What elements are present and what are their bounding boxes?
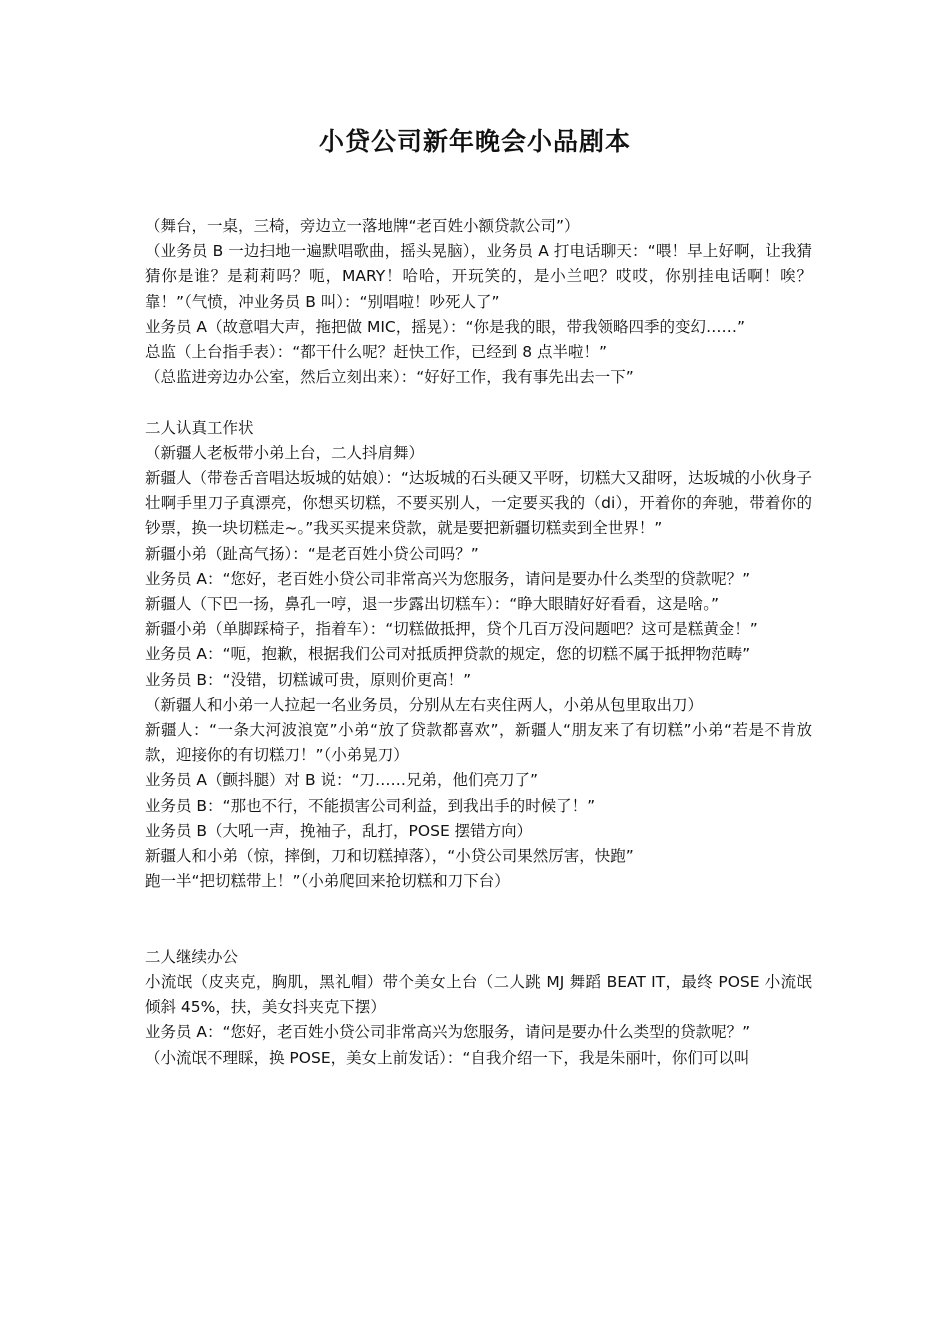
paragraph-clerk-a-greeting-again: 业务员 A：“您好，老百姓小贷公司非常高兴为您服务，请问是要办什么类型的贷款呢？” [145, 1023, 751, 1042]
paragraph-knife-out: （新疆人和小弟一人拉起一名业务员，分别从左右夹住两人，小弟从包里取出刀） [145, 695, 704, 714]
paragraph-xinjiang-enter: （新疆人老板带小弟上台，二人抖肩舞） [145, 443, 425, 462]
paragraph-run-away: 跑一半“把切糕带上！”（小弟爬回来抢切糕和刀下台） [145, 872, 510, 891]
blank-line [145, 920, 812, 945]
paragraph-xinjiang-song: 新疆人（带卷舌音唱达坂城的姑娘）：“达坂城的石头硬又平呀，切糕大又甜呀，达坂城的小伙身子壮啊手里刀子真漂亮，你想买切糕，不要买别人，一定要买我的（di），开着你的奔驰，带着你的钞票，换一块切糕走~。”我买买提来贷款，就是要把新疆切糕卖到全世界！” [145, 469, 812, 538]
script-body [145, 214, 812, 1071]
paragraph-scene-two-heading: 二人认真工作状 [145, 418, 254, 437]
paragraph-clerk-b-principle: 业务员 B：“没错，切糕诚可贵，原则价更高！” [145, 670, 472, 689]
paragraph-clerk-a-greeting: 业务员 A：“您好，老百姓小贷公司非常高兴为您服务，请问是要办什么类型的贷款呢？” [145, 569, 751, 588]
paragraph-singing: 业务员 A（故意唱大声，拖把做 MIC，摇晃）：“你是我的眼，带我领略四季的变幻……” [145, 317, 746, 336]
paragraph-fall-down: 新疆人和小弟（惊，摔倒，刀和切糕掉落），“小贷公司果然厉害，快跑” [145, 847, 634, 866]
paragraph-scene-three-heading: 二人继续办公 [145, 947, 239, 966]
blank-line [145, 894, 812, 919]
paragraph-xinjiang-brother: 新疆小弟（趾高气扬）：“是老百姓小贷公司吗？” [145, 544, 479, 563]
paragraph-director-enters: 总监（上台指手表）：“都干什么呢？赶快工作，已经到 8 点半啦！” [145, 343, 608, 362]
document-title: 小贷公司新年晚会小品剧本 [318, 127, 631, 156]
paragraph-cart-reveal: 新疆人（下巴一扬，鼻孔一哼，退一步露出切糕车）：“睁大眼睛好好看看，这是啥。” [145, 595, 720, 614]
paragraph-clerk-a-refuse: 业务员 A：“呃，抱歉，根据我们公司对抵质押贷款的规定，您的切糕不属于抵押物范畴” [145, 645, 751, 664]
paragraph-gangster-enter: 小流氓（皮夹克，胸肌，黑礼帽）带个美女上台（二人跳 MJ 舞蹈 BEAT IT，最终 POSE 小流氓倾斜 45%，扶，美女抖夹克下摆） [145, 973, 812, 1017]
paragraph-collateral-claim: 新疆小弟（单脚踩椅子，指着车）：“切糕做抵押，贷个几百万没问题吧？这可是糕黄金！” [145, 620, 758, 639]
paragraph-phone-call: （业务员 B 一边扫地一遍默唱歌曲，摇头晃脑），业务员 A 打电话聊天：“喂！早上好啊，让我猜猜你是谁？是莉莉吗？呃，MARY！哈哈，开玩笑的，是小兰吧？哎哎，你别挂电话啊！唉？靠！”（气愤，冲业务员 B 叫）：“别唱啦！吵死人了” [145, 242, 812, 311]
paragraph-clerk-b-fight: 业务员 B（大吼一声，挽袖子，乱打，POSE 摆错方向） [145, 821, 533, 840]
paragraph-stage-setup: （舞台，一桌，三椅，旁边立一落地牌“老百姓小额贷款公司”） [145, 217, 580, 235]
paragraph-beauty-intro: （小流氓不理睬，换 POSE，美女上前发话）：“自我介绍一下，我是朱丽叶，你们可以叫 [145, 1048, 750, 1067]
paragraph-clerk-b-stand: 业务员 B：“那也不行，不能损害公司利益，到我出手的时候了！” [145, 796, 596, 815]
paragraph-threat-song: 新疆人：“一条大河波浪宽”小弟“放了贷款都喜欢”，新疆人“朋友来了有切糕”小弟“若是不肯放款，迎接你的有切糕刀！”（小弟晃刀） [145, 721, 812, 765]
paragraph-clerk-a-trembles: 业务员 A（颤抖腿）对 B 说：“刀……兄弟，他们亮刀了” [145, 771, 539, 790]
blank-line [145, 390, 812, 415]
paragraph-director-leaves: （总监进旁边办公室，然后立刻出来）：“好好工作，我有事先出去一下” [145, 368, 634, 387]
